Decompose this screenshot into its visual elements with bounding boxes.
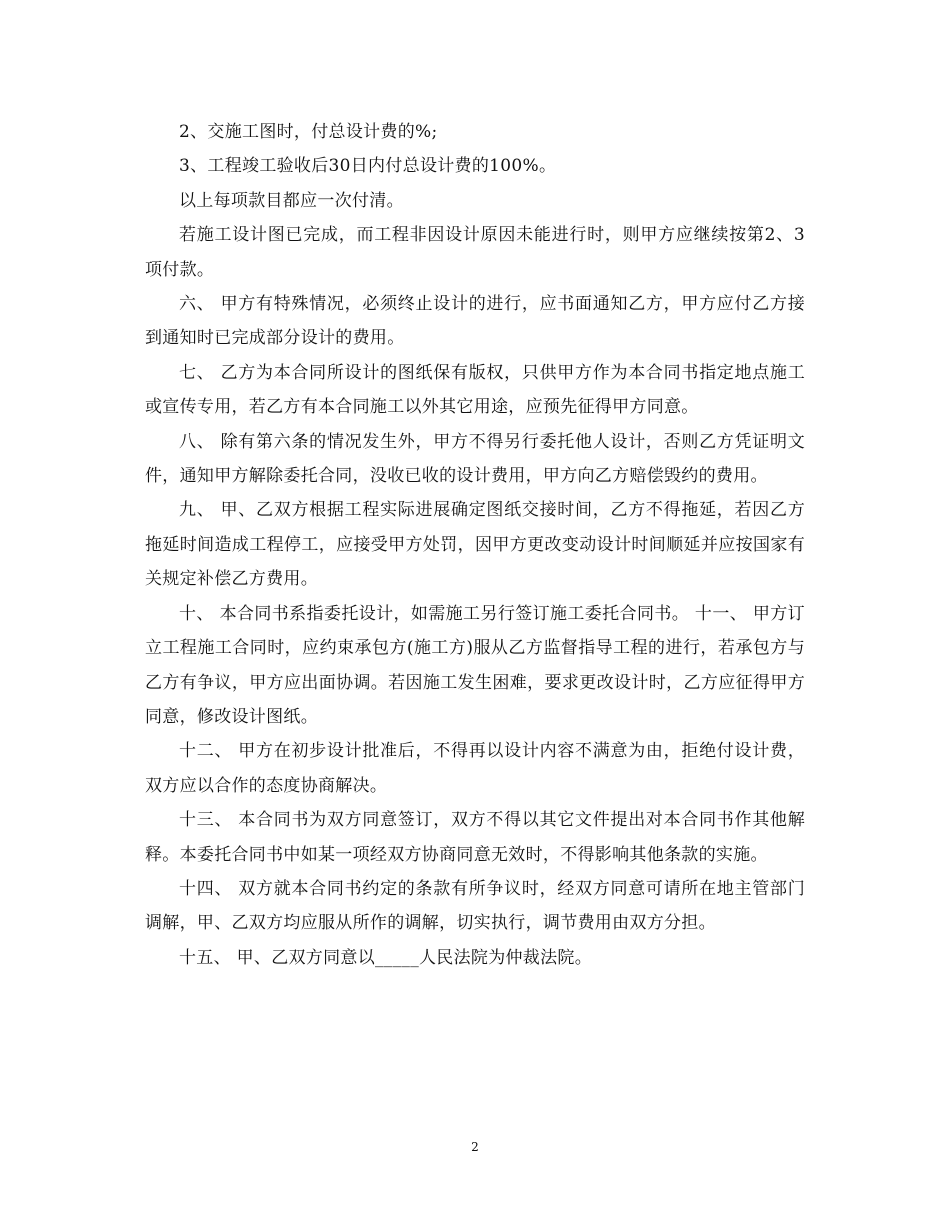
clause-7: 七、 乙方为本合同所设计的图纸保有版权，只供甲方作为本合同书指定地点施工或宣传专用，若乙方有本合同施工以外其它用途，应预先征得甲方同意。 bbox=[145, 362, 805, 418]
clause-10-11: 十、 本合同书系指委托设计，如需施工另行签订施工委托合同书。 十一、 甲方订立工程施工合同时，应约束承包方(施工方)服从乙方监督指导工程的进行，若承包方与乙方有争议，甲方应出面协调。若因施工发生困难，要求更改设计时，乙方应征得甲方同意，修改设计图纸。 bbox=[145, 603, 805, 727]
paragraph-payment-2: 2、交施工图时，付总设计费的%; bbox=[179, 122, 438, 142]
clause-8: 八、 除有第六条的情况发生外，甲方不得另行委托他人设计，否则乙方凭证明文件，通知甲方解除委托合同，没收已收的设计费用，甲方向乙方赔偿毁约的费用。 bbox=[145, 431, 805, 487]
clause-12: 十二、 甲方在初步设计批准后，不得再以设计内容不满意为由，拒绝付设计费，双方应以合作的态度协商解决。 bbox=[145, 741, 805, 796]
clause-13: 十三、 本合同书为双方同意签订，双方不得以其它文件提出对本合同书作其他解释。本委托合同书中如某一项经双方协商同意无效时，不得影响其他条款的实施。 bbox=[145, 810, 805, 865]
clause-9: 九、 甲、乙双方根据工程实际进展确定图纸交接时间，乙方不得拖延，若因乙方拖延时间造成工程停工，应接受甲方处罚，因甲方更改变动设计时间顺延并应按国家有关规定补偿乙方费用。 bbox=[145, 500, 805, 590]
contract-body bbox=[145, 115, 805, 975]
paragraph-payment-once: 以上每项款目都应一次付清。 bbox=[179, 190, 404, 211]
clause-15: 十五、 甲、乙双方同意以_____人民法院为仲裁法院。 bbox=[179, 947, 593, 968]
clause-14: 十四、 双方就本合同书约定的条款有所争议时，经双方同意可请所在地主管部门调解，甲、乙双方均应服从所作的调解，切实执行，调节费用由双方分担。 bbox=[145, 878, 805, 934]
paragraph-design-complete: 若施工设计图已完成，而工程非因设计原因未能进行时，则甲方应继续按第2、3项付款。 bbox=[145, 225, 805, 280]
paragraph-payment-3: 3、工程竣工验收后30日内付总设计费的100%。 bbox=[179, 156, 557, 177]
clause-6: 六、 甲方有特殊情况，必须终止设计的进行，应书面通知乙方，甲方应付乙方接到通知时已完成部分设计的费用。 bbox=[145, 294, 805, 349]
page-number: 2 bbox=[471, 1140, 479, 1154]
